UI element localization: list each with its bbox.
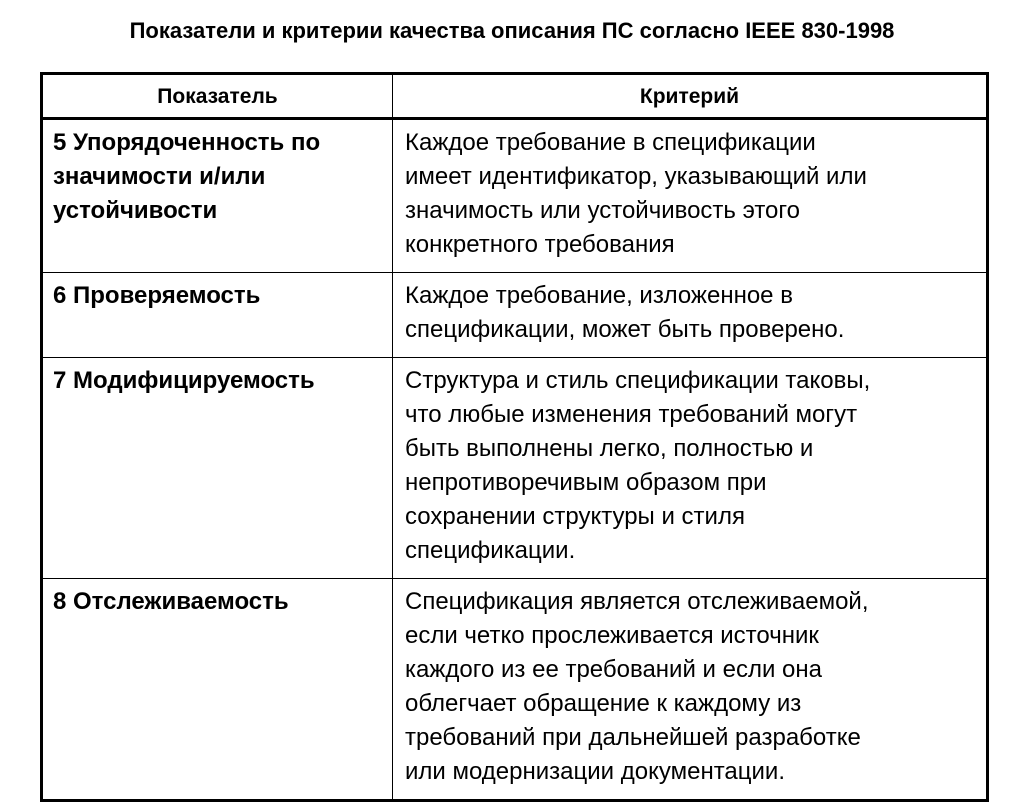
criterion-cell [393,579,988,801]
indicator-text: 8 Отслеживаемость [53,588,289,615]
indicator-cell [42,273,393,358]
criterion-text: Спецификация является отслеживаемой, если четко прослеживается источник каждого из ее требований и если она облегчает обращение к каждому из требований при дальнейшей разработке или модернизации документации. [405,588,869,785]
page-title: Показатели и критерии качества описания ПС согласно IEEE 830-1998 [129,18,895,43]
table-row [42,358,988,579]
indicator-cell [42,358,393,579]
indicator-text: 7 Модифицируемость [53,367,315,394]
header-criterion: Критерий [393,74,988,119]
criterion-text: Каждое требование, изложенное в спецификации, может быть проверено. [405,282,845,343]
criterion-cell [393,358,988,579]
criterion-cell [393,119,988,273]
indicator-cell [42,119,393,273]
criterion-text: Структура и стиль спецификации таковы, что любые изменения требований могут быть выполнены легко, полностью и непротиворечивым образом при сохранении структуры и стиля спецификации. [405,367,871,564]
criterion-text: Каждое требование в спецификации имеет идентификатор, указывающий или значимость или устойчивость этого конкретного требования [405,129,867,258]
indicator-text: 5 Упорядоченность по значимости и/или устойчивости [53,129,321,224]
indicator-text: 6 Проверяемость [53,282,261,309]
criteria-table [40,72,989,802]
header-indicator: Показатель [42,74,393,119]
table-row [42,273,988,358]
table-row [42,119,988,273]
table-row [42,579,988,801]
indicator-cell [42,579,393,801]
table-header-row [42,74,988,119]
criterion-cell [393,273,988,358]
